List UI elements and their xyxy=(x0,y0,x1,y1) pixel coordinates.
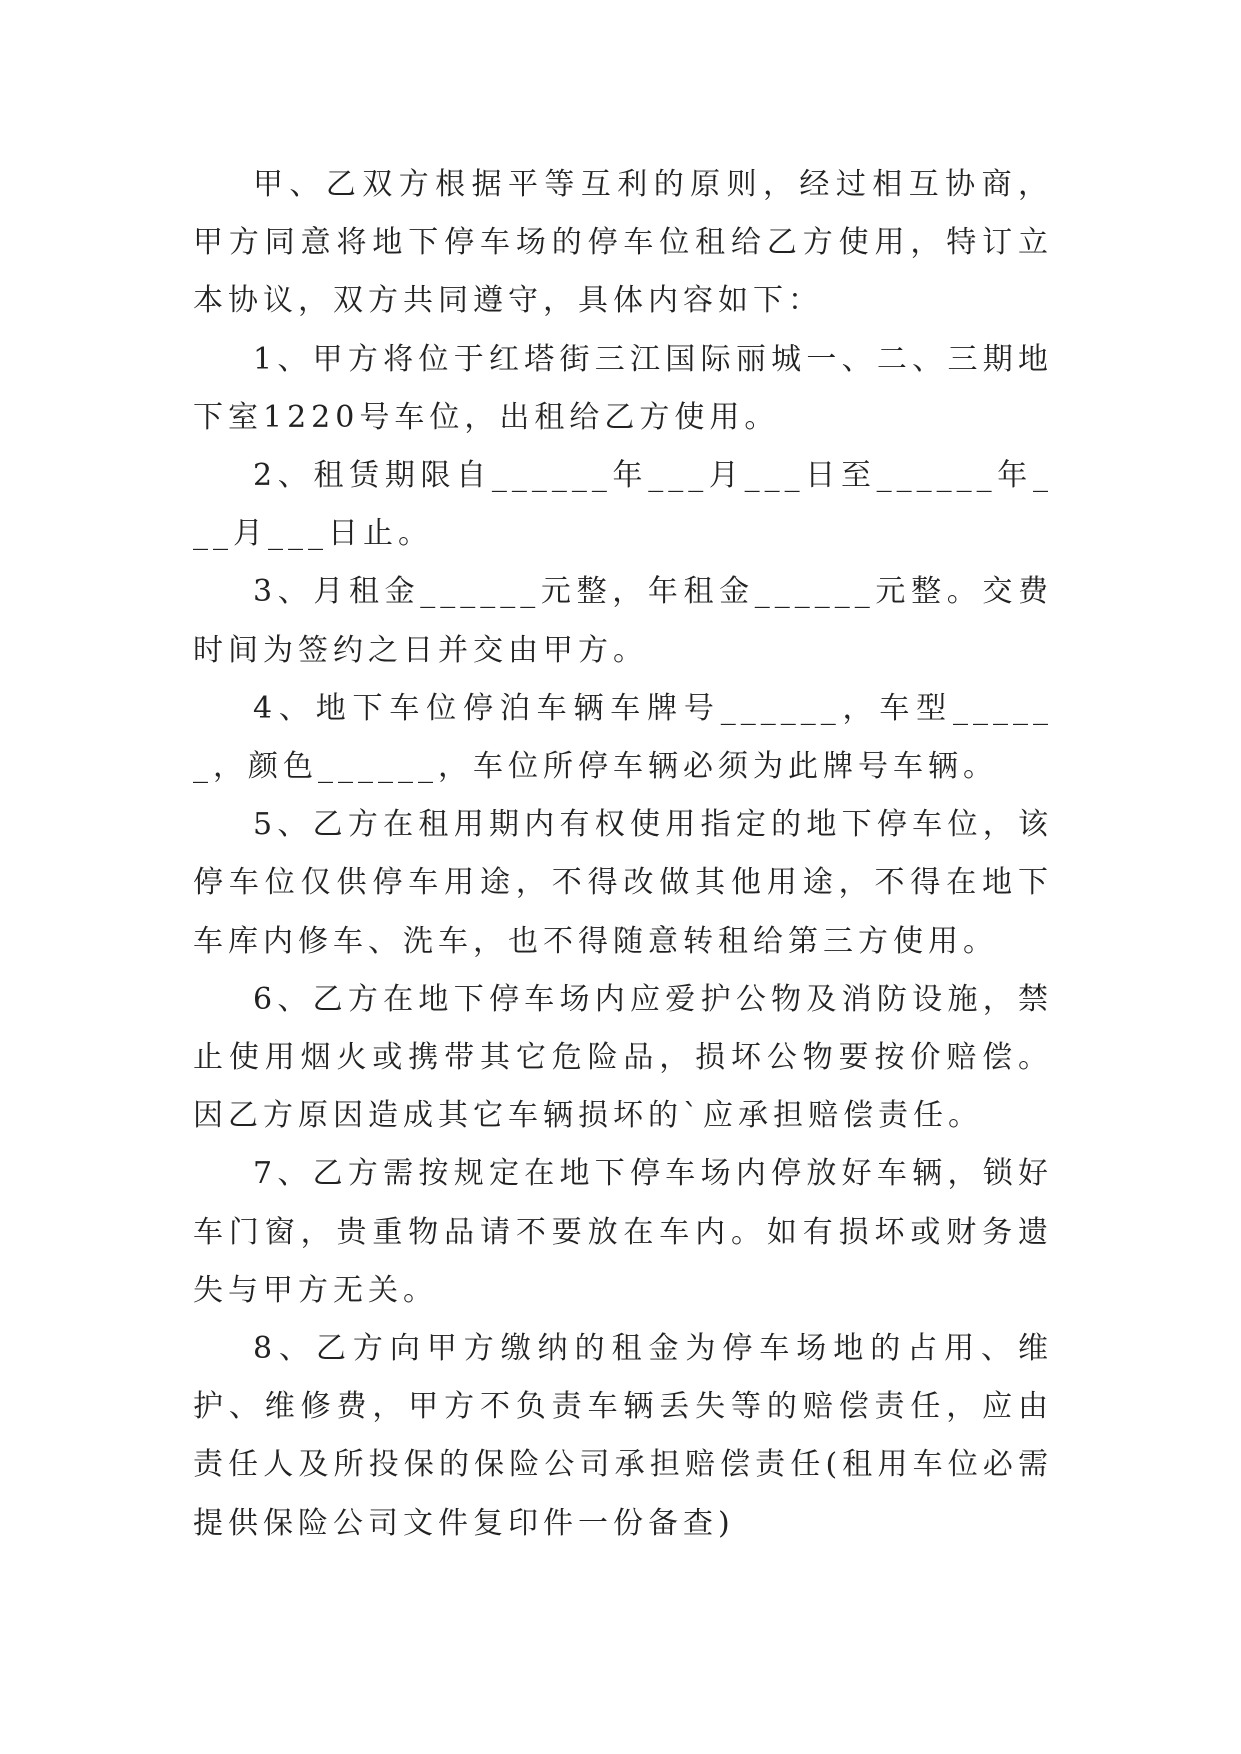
paragraph-clause-6: 6、乙方在地下停车场内应爱护公物及消防设施，禁止使用烟火或携带其它危险品，损坏公物要按价赔偿。因乙方原因造成其它车辆损坏的`应承担赔偿责任。 xyxy=(193,981,1053,1134)
paragraph-clause-4: 4、地下车位停泊车辆车牌号______，车型______，颜色______，车位所停车辆必须为此牌号车辆。 xyxy=(193,690,1053,785)
paragraph-clause-2: 2、租赁期限自______年___月___日至______年___月___日止。 xyxy=(193,458,1053,552)
document-page xyxy=(193,156,1053,1553)
paragraph-clause-1: 1、甲方将位于红塔街三江国际丽城一、二、三期地下室1220号车位，出租给乙方使用。 xyxy=(193,341,1053,435)
paragraph-clause-7: 7、乙方需按规定在地下停车场内停放好车辆，锁好车门窗，贵重物品请不要放在车内。如有损坏或财务遗失与甲方无关。 xyxy=(193,1156,1053,1308)
paragraph-clause-3: 3、月租金______元整，年租金______元整。交费时间为签约之日并交由甲方。 xyxy=(193,574,1053,668)
paragraph-intro: 甲、乙双方根据平等互利的原则，经过相互协商，甲方同意将地下停车场的停车位租给乙方使用，特订立本协议，双方共同遵守，具体内容如下： xyxy=(193,167,1053,319)
paragraph-clause-5: 5、乙方在租用期内有权使用指定的地下停车位，该停车位仅供停车用途，不得改做其他用途，不得在地下车库内修车、洗车，也不得随意转租给第三方使用。 xyxy=(193,807,1053,959)
paragraph-clause-8: 8、乙方向甲方缴纳的租金为停车场地的占用、维护、维修费，甲方不负责车辆丢失等的赔偿责任，应由责任人及所投保的保险公司承担赔偿责任(租用车位必需提供保险公司文件复印件一份备查) xyxy=(193,1331,1053,1541)
